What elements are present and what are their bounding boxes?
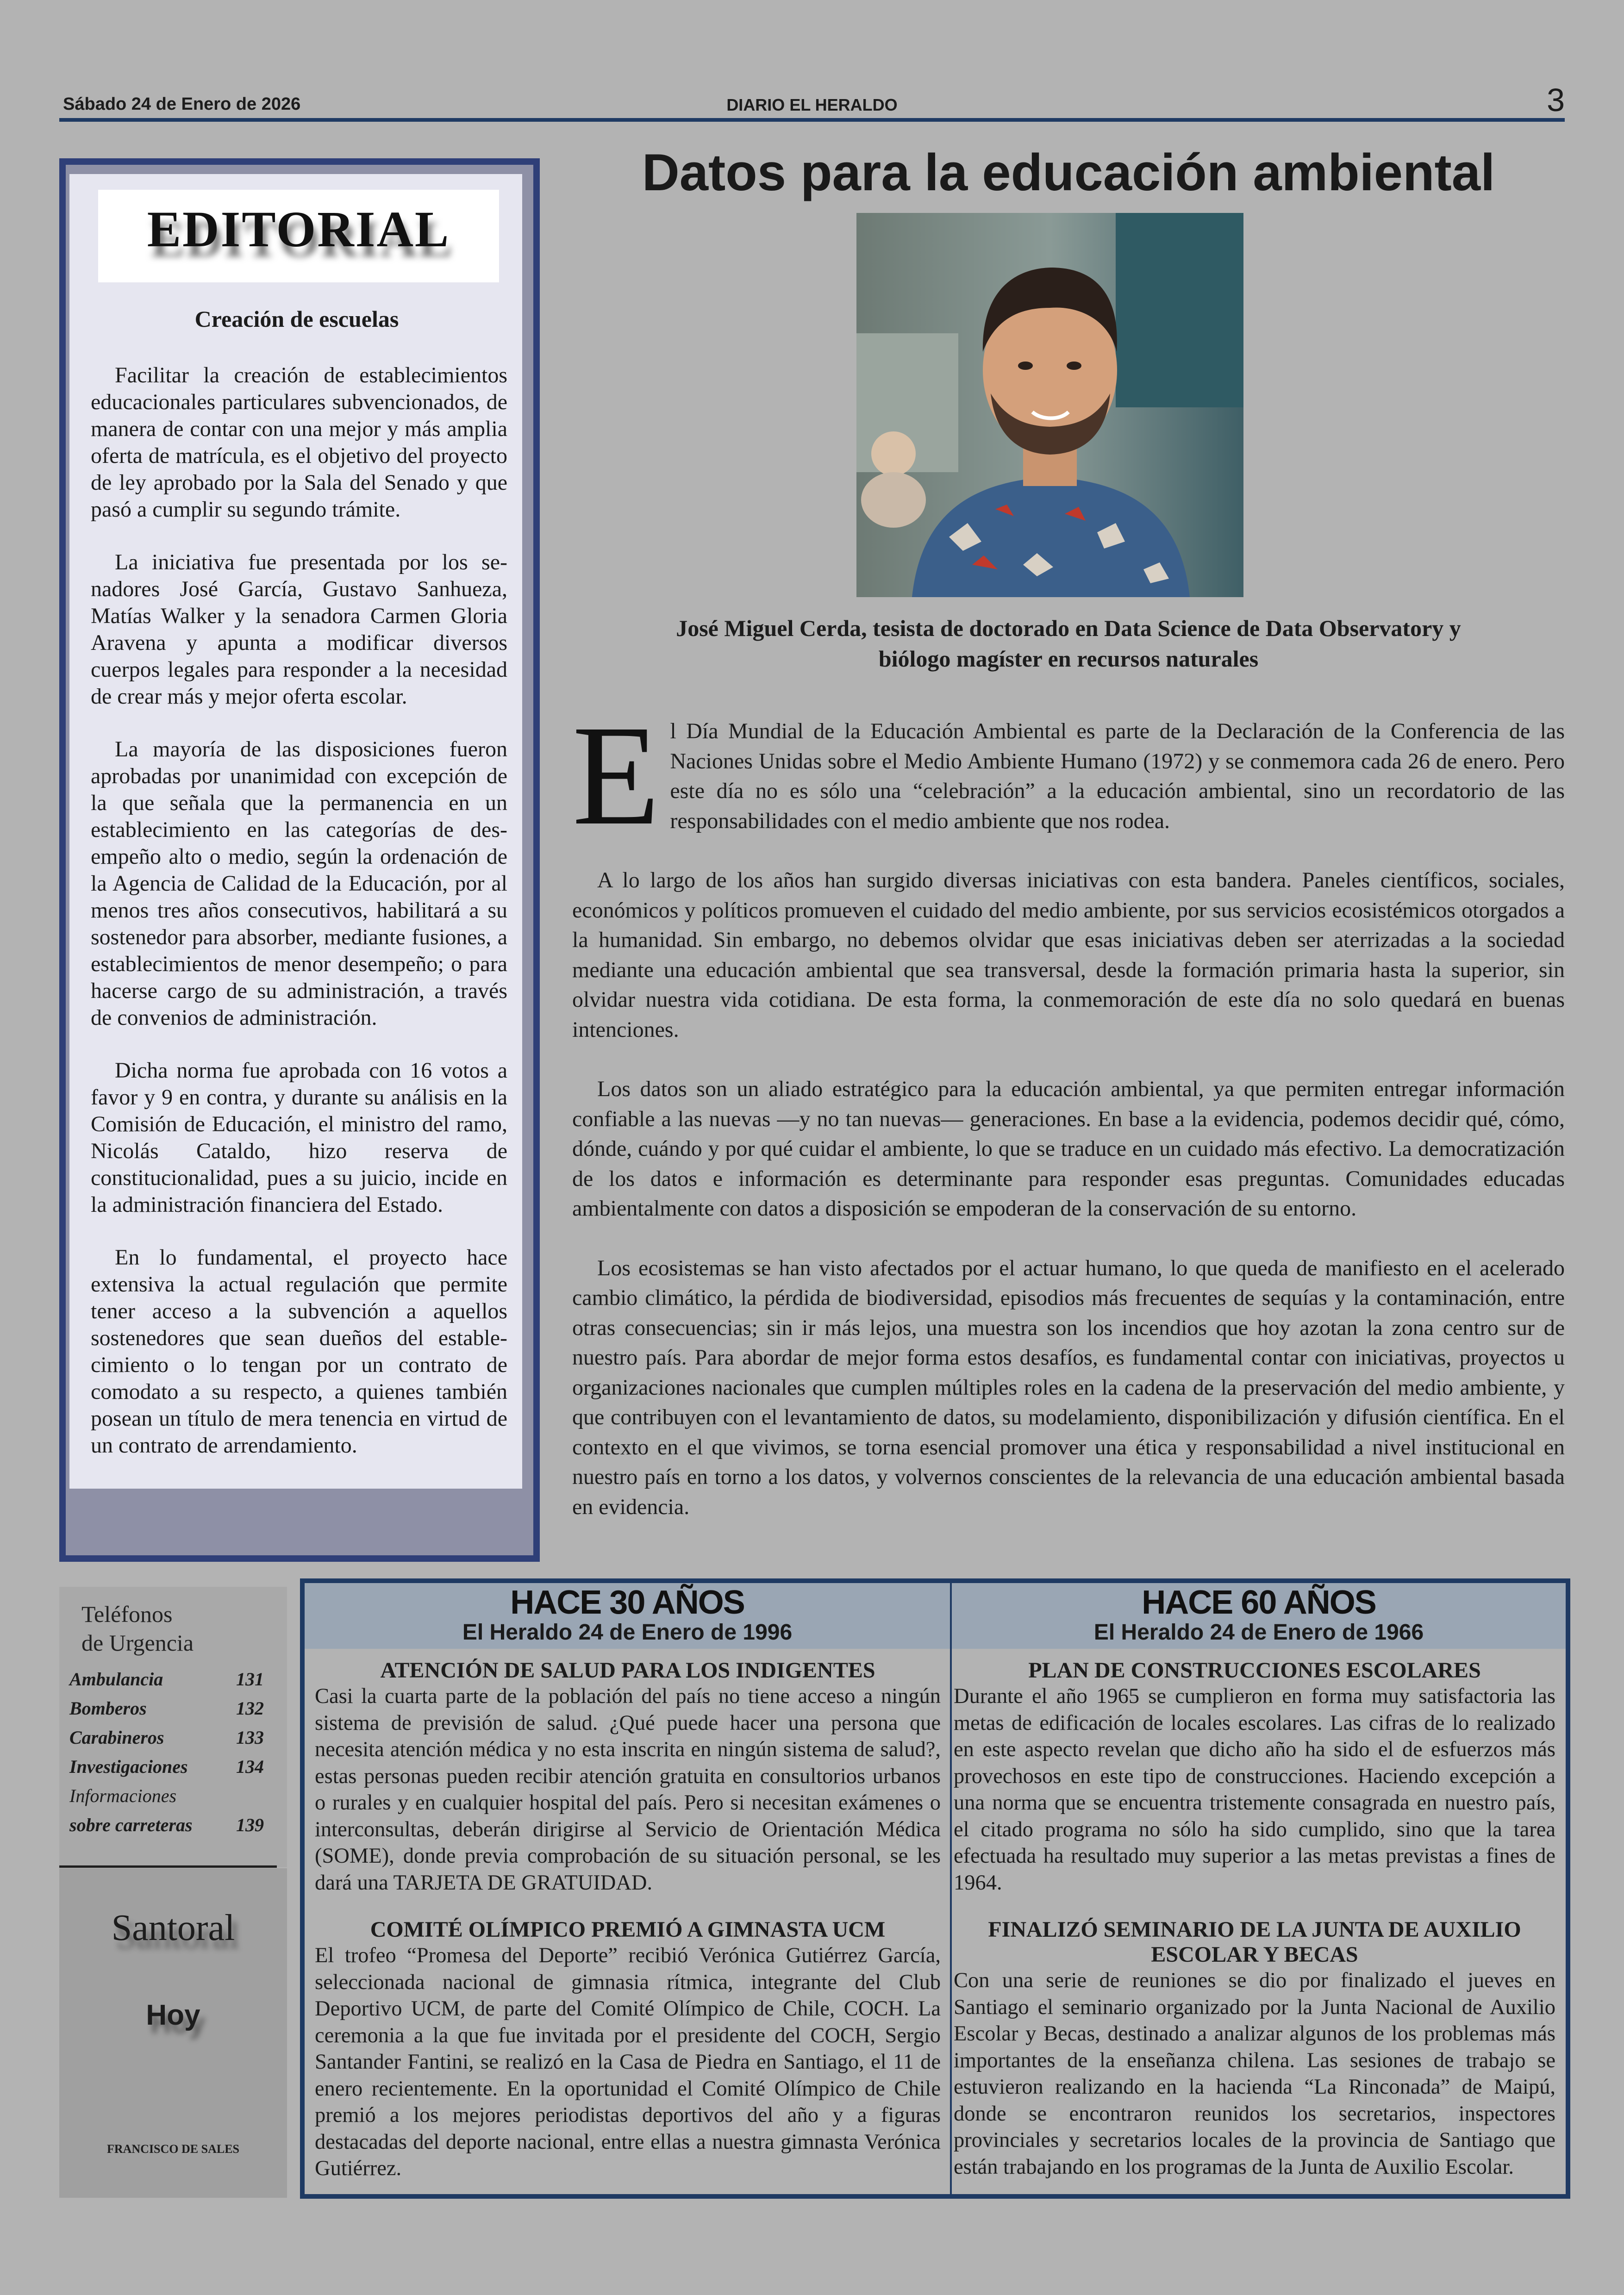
article-first-text: l Día Mundial de la Educación Ambiental es parte de la Declaración de la Conferencia de las Naciones Unidas sobre el Medio Ambiente Humano (1972) y se conmemora cada 26 de enero. Pero este día no es sólo una “celebración” a la educación ambiental, sino un recordatorio de las responsabilidades con el medio ambiente que nos rodea. [670,719,1565,833]
archive-30-heading: HACE 30 AÑOS [510,1584,744,1621]
archive-30-header [305,1583,950,1649]
phone-number: 139 [236,1815,264,1835]
archive-30-story1-title: ATENCIÓN DE SALUD PARA LOS INDIGENTES [380,1658,875,1683]
phones-divider [59,1865,277,1868]
archive-30-story1-text: Casi la cuarta parte de la población del país no tiene acceso a ningún sistema de previsión de salud. ¿Qué puede hacer una persona que necesita atención médica y no esta inscrita en ningún sistema de salud?, estas personas pueden recibir atención gratuita en consultorios urbanos o rurales y en cualquier hospital del país. Pero si necesitan exámenes o interconsultas, deberán dirigirse al Servicio de Orientación Médica (SOME), donde previa comprobación de su situación personal, se les dará una TARJETA DE GRATUIDAD. [315,1684,941,1895]
santoral-today: Hoy [146,1999,200,2031]
phone-info-label-row [69,1781,264,1810]
archive-60-header [952,1583,1566,1649]
archive-30-story2-text: El trofeo “Promesa del Deporte” recibió Verónica Gutiérrez García, seleccionada nacional de gimnasia rítmica, integrante del Club Deportivo UCM, de parte del Comité Olímpico de Chile, COCH. La ceremonia a la que fue invitada por el presidente del COCH, Sergio Santander Fantini, se realizó en la Casa de Piedra en Santiago, el 11 de enero recientemente. En la oportunidad el Comité Olímpico de Chile premió a los mejores periodistas deportivos del año y a figuras destacadas del deporte nacional, entre ellas a nuestra gimnasta Verónica Gutiérrez. [315,1944,941,2180]
phone-number: 131 [236,1669,264,1690]
editorial-paragraph: En lo fundamental, el proyecto hace extensiva la actual regulación que permite tener acceso a la subvención a aquellos sostenedores que sean dueños del establecimiento o lo tengan por un contrato de comodato a su respecto, a quienes también posean un título de mera tenencia en virtud de un contrato de arrendamiento. [91,1245,507,1458]
article-paragraph-first [572,696,1565,855]
archive-60-heading: HACE 60 AÑOS [1142,1584,1376,1621]
phones-title-line2: de Urgencia [81,1630,194,1656]
photo-caption: José Miguel Cerda, tesista de doctorado en Data Science de Data Observatory y biólogo magíster en recursos naturales [676,615,1461,672]
archive-60-story2-text: Con una serie de reuniones se dio por finalizado el jueves en Santiago el seminario organizado por la Junta Nacional de Auxilio Escolar y Becas, destinado a analizar algunos de los problemas más importantes de la enseñanza chilena. Las sesiones de trabajo se estuvieron realizando en la hacienda “La Rinconada” de Maipú, donde se encontraron reunidos los secretarios, inspectores provinciales y secretarios locales de la provincia de Santiago que están trabajando en los programas de la Junta de Auxilio Escolar. [954,1969,1555,2179]
header-date: Sábado 24 de Enero de 2026 [63,94,301,114]
drop-cap: E [572,696,660,855]
phone-row [69,1694,264,1723]
editorial-subtitle: Creación de escuelas [194,306,399,332]
archive-60-story1-title: PLAN DE CONSTRUCCIONES ESCOLARES [1028,1658,1481,1683]
phone-info-label: Informaciones [69,1785,177,1806]
phone-row [69,1723,264,1752]
article-title: Datos para la educación ambiental [642,143,1495,201]
article-paragraph: Los datos son un aliado estratégico para la educación ambiental, ya que permiten entregar información confiable a las nuevas —y no tan nuevas— generaciones. En base a la evidencia, podemos decidir qué, cómo, dónde, cuándo y por qué cuidar el ambiente, lo que se traduce en un cuidado más efectivo. La democratización de los datos e información es determinante para responder esas preguntas. Comunidades educadas ambientalmente con datos a disposición se empoderan de la conservación de su entorno. [572,1077,1565,1221]
phones-title-line1: Teléfonos [81,1601,173,1627]
editorial-title: EDITORIAL [147,201,450,257]
page-number: 3 [1547,82,1565,118]
archive-30-column [315,1658,941,2203]
editorial-paragraph: La mayoría de las disposiciones fueron aprobadas por unanimidad con excepción de la que señala que la permanencia en un establecimiento en las categorías de desempeño alto o medio, según la ordenación de la Agencia de Calidad de la Educación, por al menos tres años consecutivos, habilitará a su sostenedor para absorber, mediante fusiones, a establecimientos de menor desempeño; o para hacerse cargo de su administración, a través de convenios de administración. [91,737,507,1030]
author-photo [856,213,1243,597]
phone-service: Carabineros [69,1727,164,1748]
phone-service: Investigaciones [69,1756,188,1777]
phone-service: Bomberos [69,1698,147,1719]
archive-30-subheading: El Heraldo 24 de Enero de 1996 [462,1620,793,1645]
phone-row [69,1810,264,1840]
phones-title [81,1600,194,1657]
newspaper-name: DIARIO EL HERALDO [726,95,898,114]
archive-divider [950,1583,952,2194]
header-rule [59,118,1565,122]
author-portrait-image [856,213,1243,597]
archive-30-story2-title: COMITÉ OLÍMPICO PREMIÓ A GIMNASTA UCM [370,1917,886,1942]
archive-60-subheading: El Heraldo 24 de Enero de 1966 [1093,1620,1424,1645]
archive-60-story2-title: FINALIZÓ SEMINARIO DE LA JUNTA DE AUXILIO ESCOLAR Y BECAS [988,1917,1521,1967]
archive-60-column [954,1658,1555,2201]
phone-number: 133 [236,1727,264,1748]
editorial-paragraph: Dicha norma fue aprobada con 16 votos a favor y 9 en contra, y durante su análisis en la Comisión de Educación, el ministro del ramo, Nicolás Cataldo, hizo reserva de constitucionalidad, pues a su juicio, incide en la administración financiera del Estado. [91,1058,507,1217]
phone-service: Ambulancia [69,1669,163,1690]
santoral-saint: FRANCISCO DE SALES [106,2142,240,2156]
article-body [572,696,1565,1552]
editorial-body [91,362,507,1485]
editorial-paragraph: Facilitar la creación de establecimientos educacionales particulares subvencionados, de manera de contar con una mejor y más amplia oferta de matrícula, es el objetivo del proyecto de ley aprobado por la Sala del Senado y que pasó a cumplir su segundo trámite. [91,363,507,522]
phone-number: 134 [236,1756,264,1777]
phone-service: sobre carreteras [69,1815,193,1835]
phone-row [69,1752,264,1781]
phones-list [69,1665,264,1840]
santoral-title: Santoral [111,1908,235,1948]
editorial-paragraph: La iniciativa fue presentada por los senadores José García, Gustavo Sanhueza, Matías Walker y la senadora Carmen Gloria Aravena y apunta a modificar diversos cuerpos legales para responder a la necesidad de crear más y mejor oferta escolar. [91,550,507,709]
article-paragraph: A lo largo de los años han surgido diversas iniciativas con esta bandera. Paneles científicos, sociales, económicos y políticos promueven el cuidado del medio ambiente, por sus servicios ecosistémicos otorgados a la humanidad. Sin embargo, no debemos olvidar que esas iniciativas deben ser aterrizadas a la sociedad mediante una educación ambiental que sea transversal, desde la formación primaria hasta la superior, sin olvidar nuestra vida cotidiana. De esta forma, la conmemoración de este día no solo quedará en buenas intenciones. [572,868,1565,1042]
archive-60-story1-text: Durante el año 1965 se cumplieron en forma muy satisfactoria las metas de edificación de locales escolares. Las cifras de lo realizado en este aspecto revelan que dicho año ha sido el de esfuerzos más provechosos en este tipo de construcciones. Haciendo excepción a una norma que se encuentra tristemente consagrada en nuestro país, el citado programa no sólo ha sido cumplido, sino que la tarea efectuada ha resultado muy superior a las metas previstas a fines de 1964. [954,1684,1555,1895]
phone-number: 132 [236,1698,264,1719]
phone-row [69,1665,264,1694]
article-paragraph: Los ecosistemas se han visto afectados por el actuar humano, lo que queda de manifiesto en el acelerado cambio climático, la pérdida de biodiversidad, episodios más frecuentes de sequías y la contaminación, entre otras consecuencias; sin ir más lejos, una muestra son los incendios que hoy azotan la zona centro sur de nuestro país. Para abordar de mejor forma estos desafíos, es fundamental contar con iniciativas, proyectos u organizaciones nacionales que cumplen múltiples roles en la cadena de la preservación del medio ambiente, y que contribuyen con el levantamiento de datos, su modelamiento, disponibilización y difusión científica. En el contexto en el que vivimos, se torna esencial promover una ética y responsabilidad a nivel institucional en nuestro país en torno a los datos, y volvernos conscientes de la relevancia de una educación ambiental basada en evidencia. [572,1255,1565,1519]
